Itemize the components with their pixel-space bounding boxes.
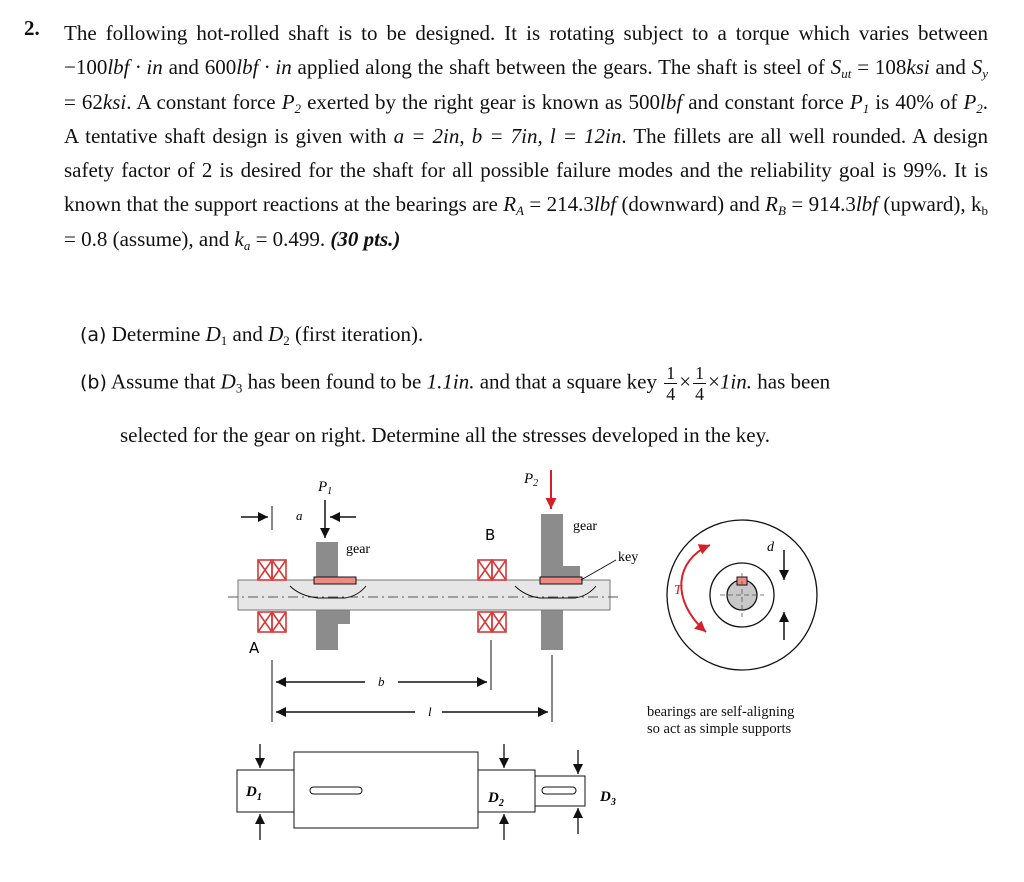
figure-caption: bearings are self-aligning so act as simple supports xyxy=(647,704,795,737)
keyway-slot-left xyxy=(310,787,362,794)
torque-arrow xyxy=(681,545,710,632)
d1-label: $D_1$ xyxy=(246,784,262,803)
bearing-a-top xyxy=(258,560,286,580)
right-hub-key xyxy=(540,577,582,584)
p2-label: $P_2$ xyxy=(524,471,539,489)
left-hub-key xyxy=(314,577,356,584)
bearing-a-bottom xyxy=(258,612,286,632)
part-a: (a) Determine $D_1$ and $D_2$ (first iteration). xyxy=(80,322,424,348)
d2-label: $D_2$ xyxy=(488,790,504,809)
p1-label: $P_1$ xyxy=(318,479,333,497)
problem-number: 2. xyxy=(24,16,40,40)
part-b-line2: selected for the gear on right. Determine all the stresses developed in the key. xyxy=(120,423,770,447)
key-height-fraction: $\frac{1}{4}$ xyxy=(695,363,705,404)
bearing-b-bottom xyxy=(478,612,506,632)
problem-text: The following hot-rolled shaft is to be designed. It is rotating subject to a torque which varies between −100lbf · in and 600lbf · in applied along the shaft between the gears. The shaft is steel of $S_{ut} = 108ksi$ and $S_y = 62ksi$. A constant force $P_2$ exerted by the right gear is known as 500lbf and constant force $P_1$ is 40% of $P_2$. A tentative shaft design is given with a = 2in, b = 7in, l = 12in. The fillets are all well rounded. A design safety factor of 2 is desired for the shaft for all possible failure modes and the reliability goal is 99%. It is known that the support reactions at the bearings are $R_A = 214.3lbf$ (downward) and $R_B = 914.3lbf$ (upward), $k_b = 0.8$ (assume), and $k_a = 0.499$. (30 pts.) xyxy=(64,21,989,253)
key-label: key xyxy=(618,550,639,565)
d3-label: $D_3$ xyxy=(600,789,616,808)
key-width-fraction: $\frac{1}{4}$ xyxy=(666,363,676,404)
dim-a-label: a xyxy=(296,508,303,523)
torque-label: T xyxy=(674,583,682,598)
dim-b-label: b xyxy=(378,674,385,689)
section-d-label: d xyxy=(767,540,774,555)
keyway-slot-right xyxy=(542,787,576,794)
right-gear-label: gear xyxy=(573,519,598,534)
dim-l-label: l xyxy=(428,704,432,719)
step-d2 xyxy=(478,770,535,812)
bearing-a-label: A xyxy=(249,639,260,657)
part-b: (b) Assume that $D_3$ has been found to be 1.1in. and that a square key $\frac{1}{4}$ × $\frac{1}{4}$ ×1in. has been xyxy=(80,363,831,404)
bearing-b-top xyxy=(478,560,506,580)
step-middle xyxy=(294,752,478,828)
points-label: (30 pts.) xyxy=(330,226,401,251)
left-gear-label: gear xyxy=(346,542,371,557)
key-leader-line xyxy=(581,560,616,580)
bearing-b-label: B xyxy=(485,526,496,544)
